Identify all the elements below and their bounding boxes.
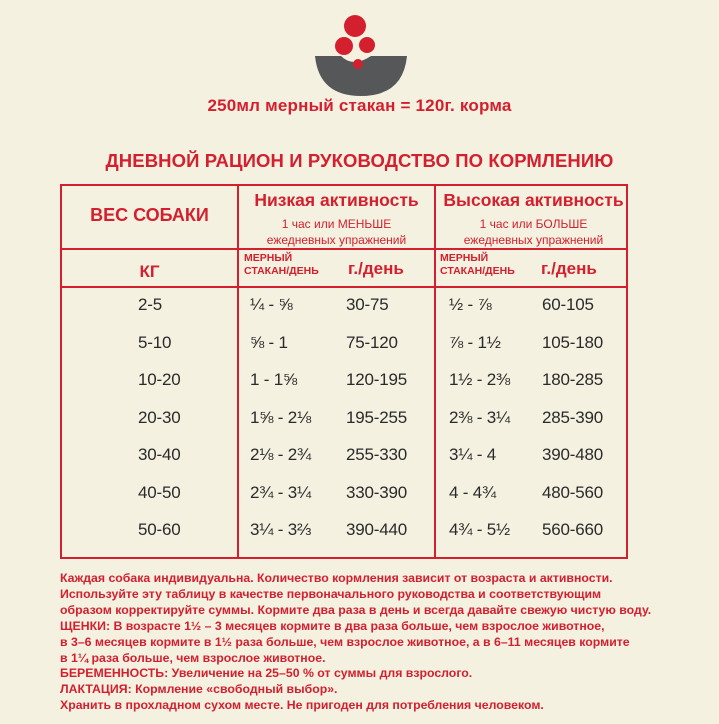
low-cup-cell: 1 - 1⅝ xyxy=(250,370,297,389)
high-cup-cell: 3¼ - 4 xyxy=(449,445,496,464)
high-grams-cell: 60-105 xyxy=(542,295,594,314)
high-grams-cell: 390-480 xyxy=(542,445,603,464)
table-row xyxy=(62,404,626,434)
weight-cell: 50-60 xyxy=(138,520,181,539)
high-grams-header: г./день xyxy=(541,259,597,278)
kibble-top xyxy=(344,15,366,37)
table-row xyxy=(62,479,626,509)
high-grams-cell: 560-660 xyxy=(542,520,603,539)
high-activity-title: Высокая активность xyxy=(443,190,624,210)
low-cup-cell: 2⅛ - 2¾ xyxy=(250,445,311,464)
table-row xyxy=(62,291,626,321)
weight-cell: 5-10 xyxy=(138,332,172,352)
high-cup-cell: 1½ - 2⅜ xyxy=(449,370,510,389)
low-cup-cell: 2¾ - 3¼ xyxy=(250,482,311,502)
weight-cell: 10-20 xyxy=(138,370,181,389)
low-cup-header: МЕРНЫЙ СТАКАН/ДЕНЬ xyxy=(244,252,319,277)
note-line: ЩЕНКИ: В возрасте 1½ – 3 месяцев кормите в два раза больше, чем взрослое животное, xyxy=(60,618,605,633)
table-row xyxy=(62,516,626,546)
low-grams-cell: 30-75 xyxy=(346,295,389,314)
kibble-low xyxy=(353,59,363,69)
kibble-left xyxy=(335,37,353,55)
low-cup-cell: 1⅝ - 2⅛ xyxy=(250,407,311,427)
note-line: БЕРЕМЕННОСТЬ: Увеличение на 25–50 % от суммы для взрослого. xyxy=(60,666,473,681)
note-line: ЛАКТАЦИЯ: Кормление «свободный выбор». xyxy=(60,682,338,697)
low-activity-subtitle xyxy=(239,216,434,248)
note-line: Используйте эту таблицу в качестве первоначального руководства и соответствующим xyxy=(60,586,602,601)
kibble-right xyxy=(359,37,375,53)
note-line: Каждая собака индивидуальна. Количество кормления зависит от возраста и активности. xyxy=(60,571,613,585)
table-row xyxy=(62,366,626,396)
low-grams-cell: 195-255 xyxy=(346,407,407,427)
low-grams-cell: 255-330 xyxy=(346,445,407,464)
note-line: образом корректируйте суммы. Кормите два раза в день и всегда давайте свежую чистую воду. xyxy=(60,602,652,617)
high-activity-subtitle xyxy=(436,216,631,248)
high-cup-cell: ½ - ⅞ xyxy=(449,295,492,314)
table-row xyxy=(62,441,626,471)
low-cup-cell: ⅝ - 1 xyxy=(250,332,288,352)
high-activity-sub1: 1 час или БОЛЬШЕ xyxy=(479,217,588,231)
page-title: ДНЕВНОЙ РАЦИОН И РУКОВОДСТВО ПО КОРМЛЕНИЮ xyxy=(105,150,614,171)
weight-cell: 2-5 xyxy=(138,295,162,314)
high-activity-sub2: ежедневных упражнений xyxy=(463,233,604,247)
bowl-logo-icon xyxy=(311,12,411,96)
weight-header: ВЕС СОБАКИ xyxy=(90,205,209,225)
note-line: в 3–6 месяцев кормите в 1½ раза больше, чем взрослое животное, а в 6–11 месяцев кормите xyxy=(60,634,630,649)
low-activity-sub1: 1 час или МЕНЬШЕ xyxy=(281,217,392,231)
kg-header: КГ xyxy=(139,262,160,281)
high-cup-header: МЕРНЫЙ СТАКАН/ДЕНЬ xyxy=(440,252,515,277)
feeding-table xyxy=(60,184,628,559)
note-line: Хранить в прохладном сухом месте. Не пригоден для потребления человеком. xyxy=(60,698,544,713)
low-cup-cell: 3¼ - 3⅔ xyxy=(250,520,311,539)
cup-conversion-line: 250мл мерный стакан = 120г. корма xyxy=(207,96,512,115)
low-grams-cell: 390-440 xyxy=(346,520,407,539)
high-grams-cell: 180-285 xyxy=(542,370,603,389)
divider-subheader xyxy=(62,286,626,288)
low-grams-cell: 120-195 xyxy=(346,370,407,389)
low-grams-cell: 75-120 xyxy=(346,332,398,352)
high-grams-cell: 105-180 xyxy=(542,332,603,352)
low-activity-sub2: ежедневных упражнений xyxy=(266,233,407,247)
high-grams-cell: 480-560 xyxy=(542,482,603,502)
divider-header xyxy=(62,248,626,250)
weight-cell: 40-50 xyxy=(138,482,181,502)
low-grams-cell: 330-390 xyxy=(346,482,407,502)
feeding-notes xyxy=(60,571,710,714)
weight-cell: 30-40 xyxy=(138,445,181,464)
table-row xyxy=(62,329,626,359)
high-cup-cell: 4 - 4¾ xyxy=(449,482,496,502)
high-cup-cell: 2⅜ - 3¼ xyxy=(449,407,510,427)
weight-cell: 20-30 xyxy=(138,407,181,427)
low-cup-cell: ¼ - ⅝ xyxy=(250,295,293,314)
low-grams-header: г./день xyxy=(348,259,404,278)
high-grams-cell: 285-390 xyxy=(542,407,603,427)
high-cup-cell: ⅞ - 1½ xyxy=(449,332,501,352)
high-cup-cell: 4¾ - 5½ xyxy=(449,520,510,539)
low-activity-title: Низкая активность xyxy=(254,190,419,210)
note-line: в 1¼ раза больше, чем взрослое животное. xyxy=(60,650,326,665)
